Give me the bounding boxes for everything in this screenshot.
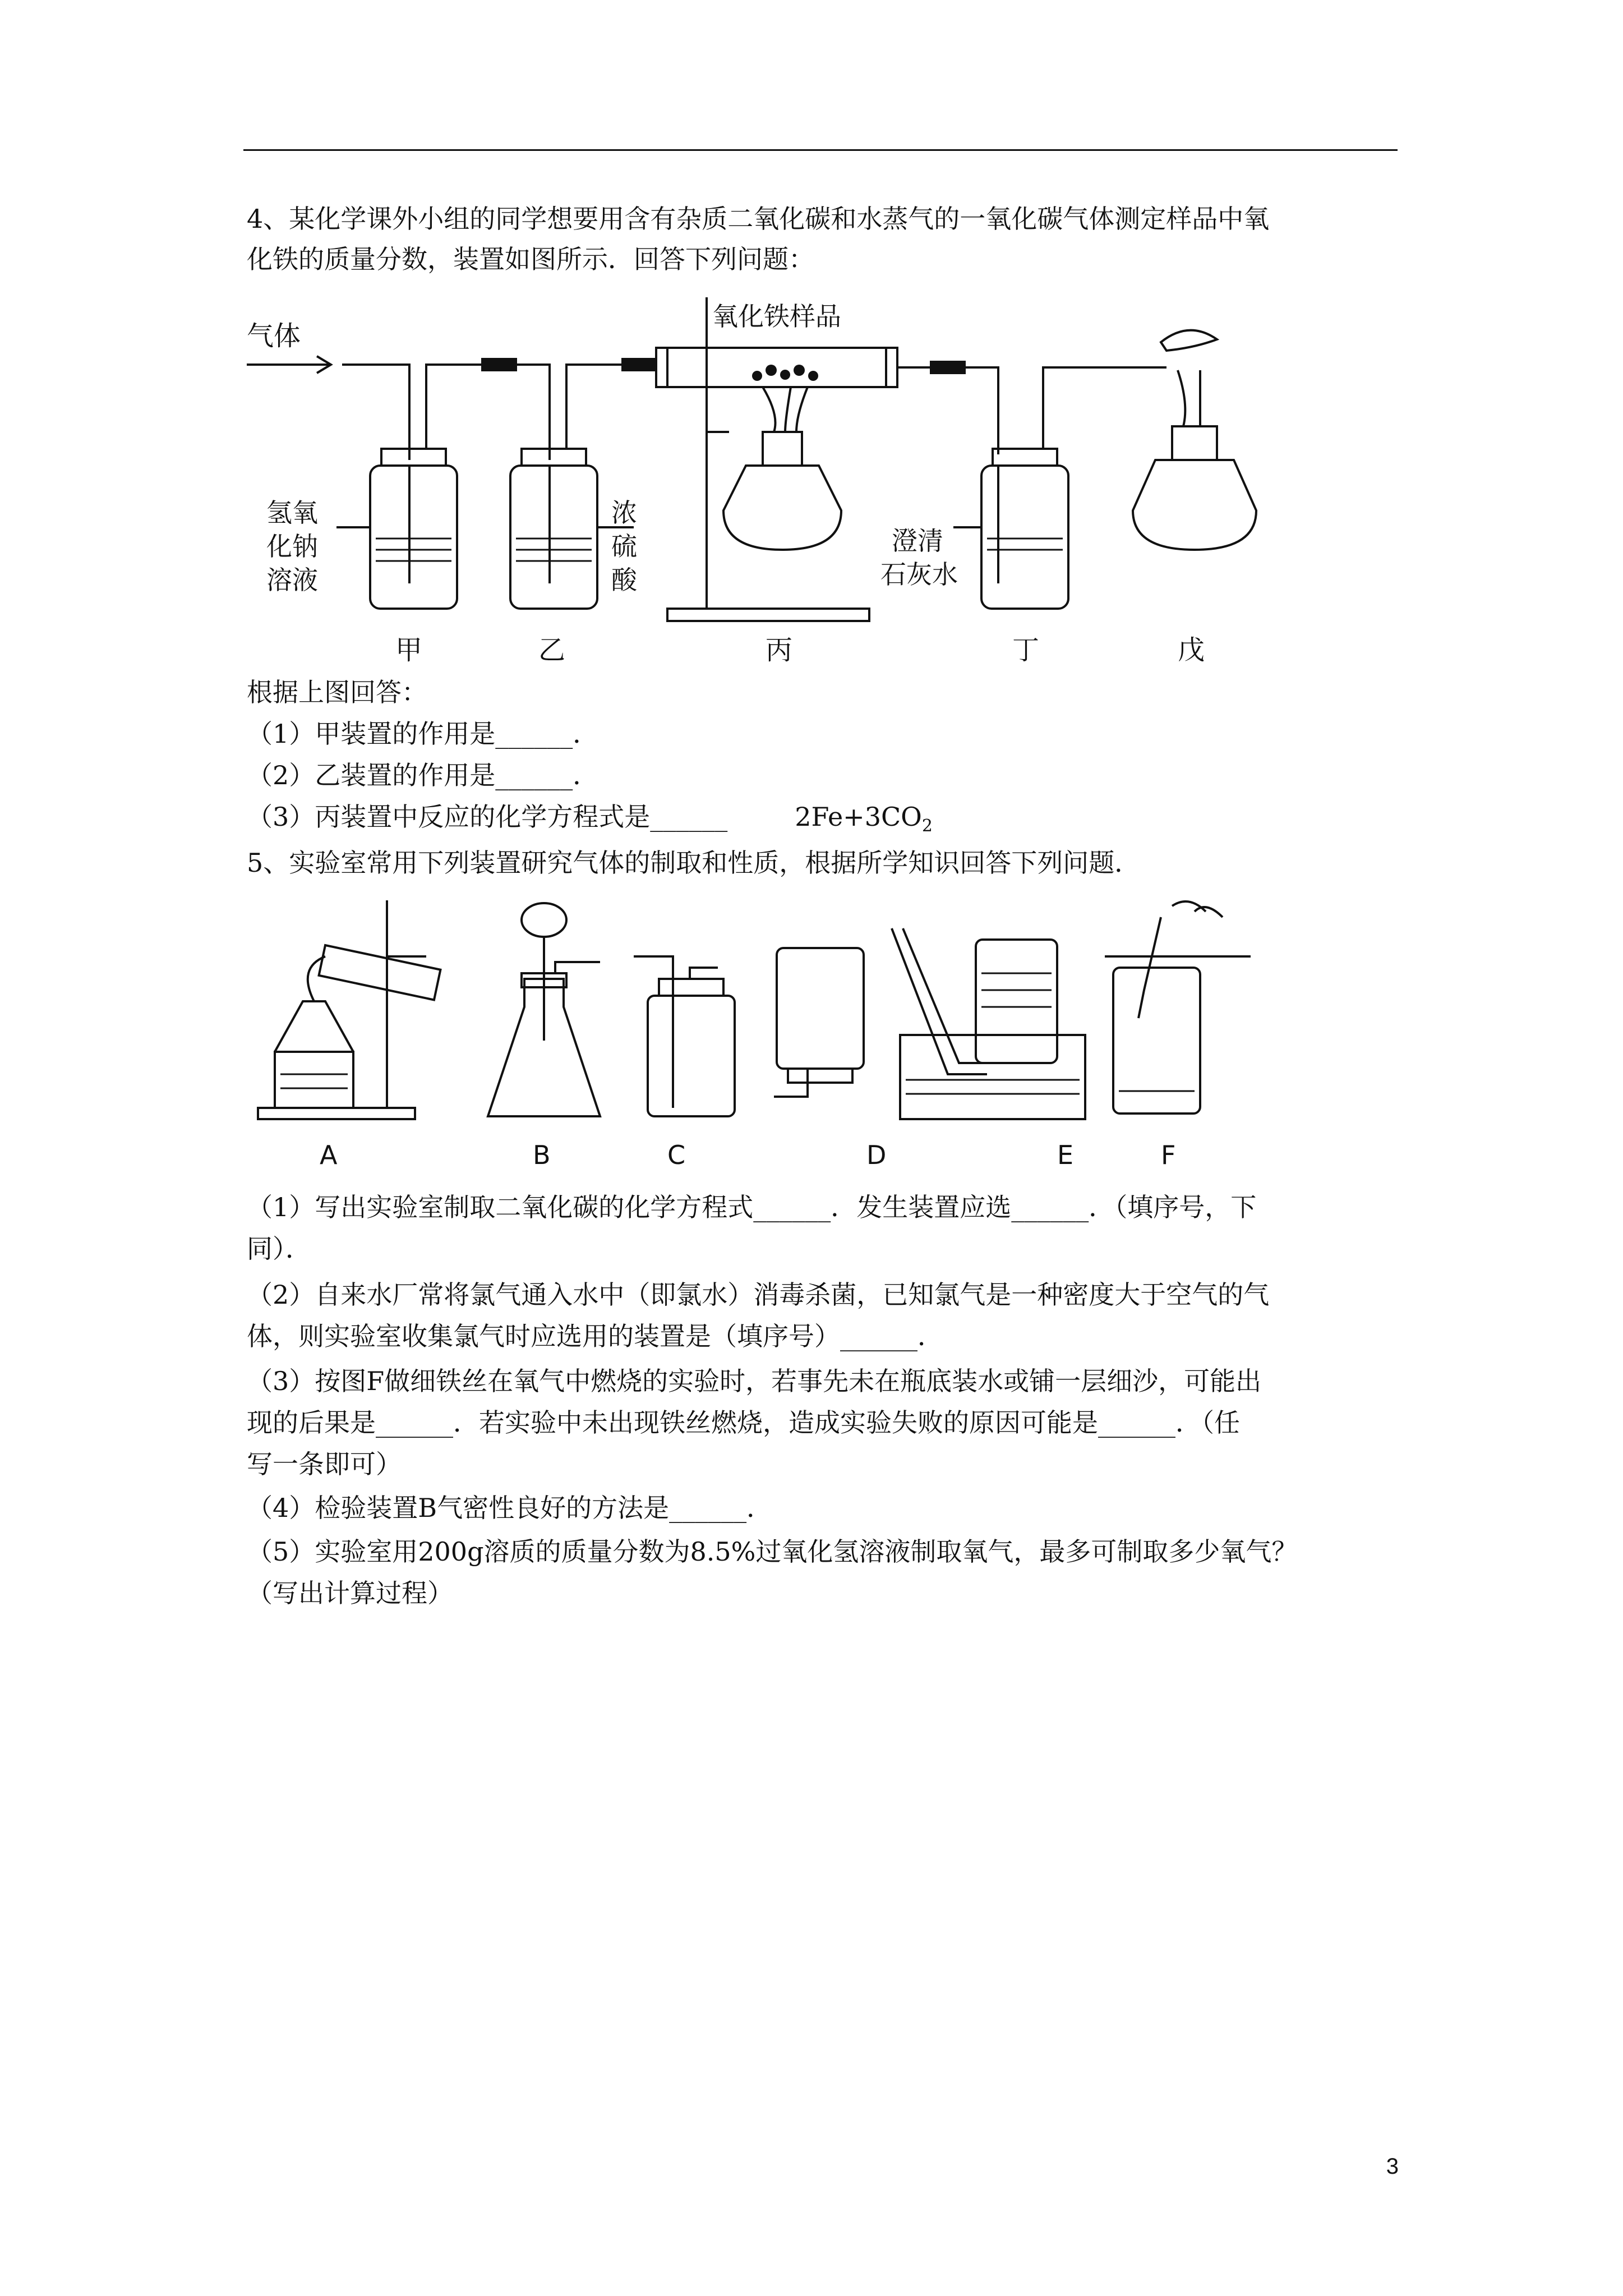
q4-limewater-label-1: 澄清: [892, 526, 943, 556]
q5-label-f: F: [1161, 1140, 1176, 1170]
q4-acid-label-3: 酸: [611, 565, 637, 595]
q4-limewater-label-2: 石灰水: [880, 559, 958, 590]
q5-sub3-line3: 写一条即可）: [247, 1449, 402, 1479]
q4-naoh-label-1: 氢氧: [266, 498, 318, 528]
q5-label-d: D: [866, 1140, 887, 1170]
header-rule: [243, 149, 1398, 151]
q4-sub3-subscript: 2: [921, 816, 933, 836]
q4-intro: 根据上图回答：: [247, 677, 427, 707]
q5-sub5-line2: （写出计算过程）: [247, 1578, 453, 1608]
q5-label-b: B: [533, 1140, 551, 1170]
q4-apparatus-figure: [241, 286, 1267, 673]
page-number: 3: [1386, 2154, 1399, 2179]
q5-sub3-line2: 现的后果是______．若实验中未出现铁丝燃烧，造成实验失败的原因可能是______．（任: [247, 1407, 1240, 1438]
q5-sub5-line1: （5）实验室用200g溶质的质量分数为8.5%过氧化氢溶液制取氧气，最多可制取多少氧气？: [247, 1536, 1298, 1567]
q4-sub3: [247, 799, 933, 844]
q4-sub1: （1）甲装置的作用是______．: [247, 719, 599, 749]
q4-sample-label: 氧化铁样品: [712, 301, 841, 332]
q4-label-ding: 丁: [1012, 634, 1040, 666]
q4-acid-label-1: 浓: [611, 498, 637, 528]
q4-label-jia: 甲: [395, 634, 423, 666]
q5-sub2-line2: 体，则实验室收集氯气时应选用的装置是（填序号）______．: [247, 1321, 943, 1351]
q4-label-wu: 戊: [1178, 634, 1205, 666]
q4-sub2: （2）乙装置的作用是______．: [247, 760, 599, 790]
q4-sub3-text: （3）丙装置中反应的化学方程式是______: [247, 802, 728, 832]
q5-text-line1: 5、实验室常用下列装置研究气体的制取和性质，根据所学知识回答下列问题．: [247, 848, 1141, 878]
q5-label-a: A: [320, 1140, 338, 1170]
q4-gas-label: 气体: [247, 320, 301, 352]
q5-sub3-line1: （3）按图F做细铁丝在氧气中燃烧的实验时，若事先未在瓶底装水或铺一层细沙，可能出: [247, 1366, 1262, 1396]
q4-naoh-label-2: 化钠: [266, 531, 318, 562]
q4-label-bing: 丙: [766, 634, 793, 666]
q5-sub2-line1: （2）自来水厂常将氯气通入水中（即氯水）消毒杀菌，已知氯气是一种密度大于空气的气: [247, 1280, 1270, 1310]
q4-acid-label-2: 硫: [611, 531, 637, 562]
q5-apparatus-figure: [241, 895, 1267, 1181]
q5-label-e: E: [1057, 1140, 1074, 1170]
q4-text-line1: 4、某化学课外小组的同学想要用含有杂质二氧化碳和水蒸气的一氧化碳气体测定样品中氧: [247, 204, 1270, 234]
q5-sub1-line2: 同）．: [247, 1234, 311, 1264]
q4-naoh-label-3: 溶液: [266, 565, 318, 595]
q5-sub1-line1: （1）写出实验室制取二氧化碳的化学方程式______．发生装置应选______．（填序号，下: [247, 1192, 1257, 1222]
q4-sub3-equation: 2Fe+3CO: [795, 802, 922, 832]
q5-sub4: （4）检验装置B气密性良好的方法是______．: [247, 1493, 773, 1523]
q5-label-c: C: [667, 1140, 686, 1170]
q4-label-yi: 乙: [538, 634, 566, 666]
q4-text-line2: 化铁的质量分数，装置如图所示．回答下列问题：: [247, 244, 814, 274]
